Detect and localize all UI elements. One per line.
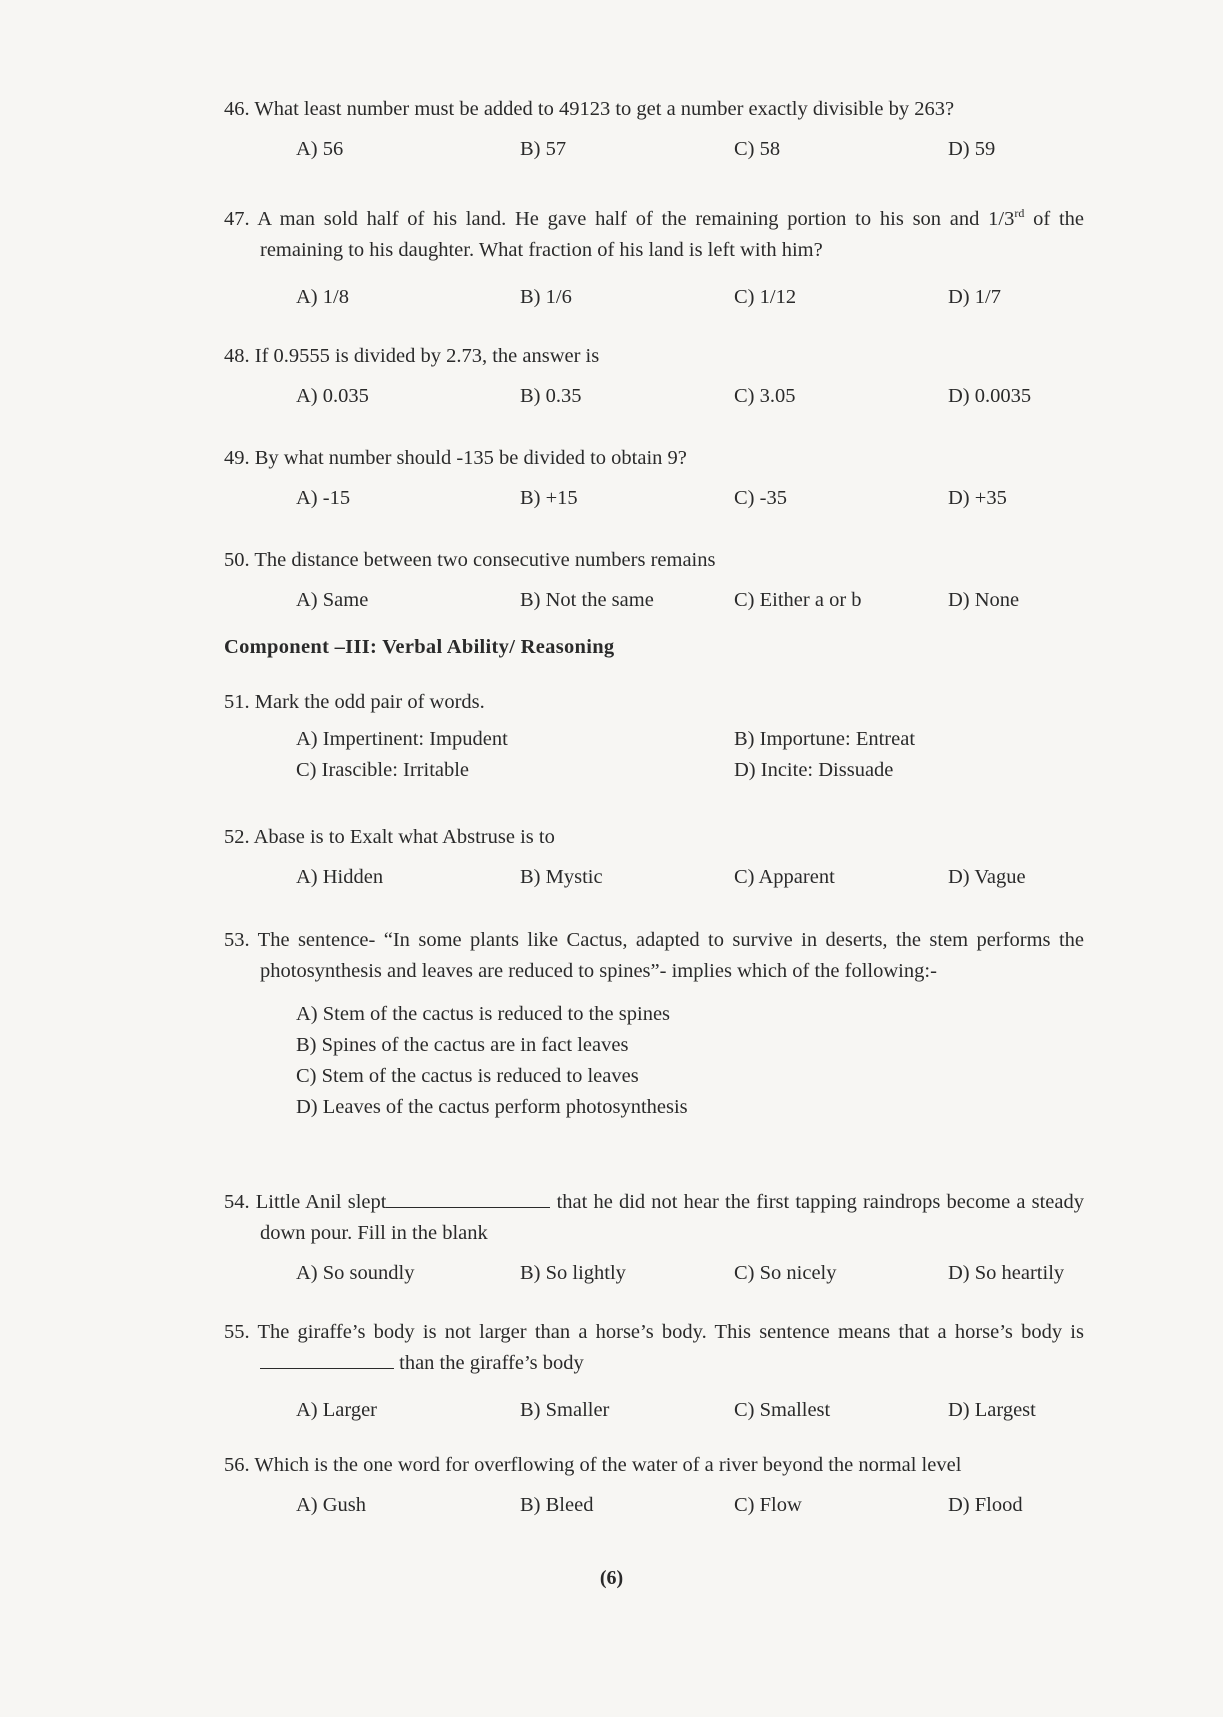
option-d[interactable]: D) Vague <box>948 866 1026 888</box>
options-row <box>224 1490 1084 1521</box>
option-a[interactable]: A) Gush <box>296 1494 367 1516</box>
option-a[interactable]: A) Impertinent: Impudent <box>296 728 508 750</box>
options-row <box>224 134 1084 165</box>
question-number: 49. <box>224 447 250 469</box>
option-a[interactable]: A) 56 <box>296 138 344 160</box>
section-heading: Component –III: Verbal Ability/ Reasoning <box>224 636 615 658</box>
question-54 <box>224 1187 1084 1289</box>
option-d[interactable]: D) Flood <box>948 1494 1023 1516</box>
options-row <box>224 381 1084 412</box>
option-c[interactable]: C) -35 <box>734 487 787 509</box>
question-text: By what number should -135 be divided to obtain 9? <box>254 447 687 469</box>
question-stem <box>224 443 1084 474</box>
option-c[interactable]: C) Stem of the cactus is reduced to leaves <box>296 1065 639 1087</box>
question-51 <box>224 687 1084 786</box>
option-b[interactable]: B) 1/6 <box>520 285 572 308</box>
options-grid <box>224 724 1084 786</box>
options-row <box>224 1258 1084 1289</box>
question-55 <box>224 1317 1084 1426</box>
options-row <box>224 282 1084 313</box>
option-d[interactable]: D) 59 <box>948 138 996 160</box>
question-text-part-2: than the giraffe’s body <box>394 1352 584 1374</box>
option-c[interactable]: C) 1/12 <box>734 285 797 308</box>
option-d[interactable]: D) Largest <box>948 1399 1036 1421</box>
option-c[interactable]: C) Smallest <box>734 1399 831 1421</box>
option-a[interactable]: A) 0.035 <box>296 385 369 407</box>
option-c[interactable]: C) Apparent <box>734 866 835 888</box>
question-text: The sentence- “In some plants like Cactus, adapted to survive in deserts, the stem performs the photosynthesis and leaves are reduced to spines”- implies which of the following:- <box>257 929 1084 982</box>
question-text-part-1: Little Anil slept <box>255 1191 387 1213</box>
option-b[interactable]: B) 0.35 <box>520 385 582 407</box>
question-number: 47. <box>224 207 250 230</box>
option-a[interactable]: A) -15 <box>296 487 351 509</box>
question-number: 51. <box>224 691 250 713</box>
option-a[interactable]: A) Same <box>296 589 369 611</box>
question-stem <box>224 1317 1084 1379</box>
question-text: Abase is to Exalt what Abstruse is to <box>253 826 555 848</box>
option-d[interactable]: D) So heartily <box>948 1262 1065 1284</box>
question-number: 50. <box>224 549 250 571</box>
question-50 <box>224 545 1084 616</box>
question-text: If 0.9555 is divided by 2.73, the answer is <box>254 345 600 367</box>
option-b[interactable]: B) Smaller <box>520 1399 610 1421</box>
question-text: Which is the one word for overflowing of the water of a river beyond the normal level <box>254 1454 962 1476</box>
option-b[interactable]: B) Bleed <box>520 1494 594 1516</box>
question-number: 55. <box>224 1321 250 1343</box>
option-b[interactable]: B) +15 <box>520 487 578 509</box>
option-d[interactable]: D) Leaves of the cactus perform photosynthesis <box>296 1096 688 1118</box>
fill-in-blank <box>386 1187 550 1208</box>
option-a[interactable]: A) Stem of the cactus is reduced to the spines <box>296 1003 671 1025</box>
option-d[interactable]: D) None <box>948 589 1020 611</box>
option-c[interactable]: C) 3.05 <box>734 385 796 407</box>
question-stem <box>224 687 1084 718</box>
option-d[interactable]: D) Incite: Dissuade <box>734 759 894 781</box>
question-46 <box>224 94 1084 165</box>
option-c[interactable]: C) Flow <box>734 1494 802 1516</box>
options-row <box>224 862 1084 893</box>
option-a[interactable]: A) Larger <box>296 1399 378 1421</box>
question-number: 46. <box>224 98 250 120</box>
question-number: 53. <box>224 929 250 951</box>
question-text-part-2: of the remaining to his daughter. What fraction of his land is left with him? <box>260 207 1084 261</box>
option-c[interactable]: C) 58 <box>734 138 781 160</box>
option-b[interactable]: B) Not the same <box>520 589 654 611</box>
question-text-part-1: A man sold half of his land. He gave half of the remaining portion to his son and 1/3 <box>257 207 1015 230</box>
option-b[interactable]: B) Importune: Entreat <box>734 728 916 750</box>
options-row <box>224 483 1084 514</box>
question-53 <box>224 925 1084 1123</box>
option-b[interactable]: B) Spines of the cactus are in fact leaves <box>296 1034 629 1056</box>
question-number: 54. <box>224 1191 250 1213</box>
option-a[interactable]: A) Hidden <box>296 866 384 888</box>
question-48 <box>224 341 1084 412</box>
options-row <box>224 585 1084 616</box>
option-c[interactable]: C) So nicely <box>734 1262 837 1284</box>
option-b[interactable]: B) So lightly <box>520 1262 626 1284</box>
option-c[interactable]: C) Irascible: Irritable <box>296 759 470 781</box>
question-text: What least number must be added to 49123 to get a number exactly divisible by 263? <box>254 98 955 120</box>
question-stem <box>224 94 1084 125</box>
question-text-part-2: that he did not hear the first tapping raindrops become a steady down pour. Fill in the blank <box>260 1191 1085 1244</box>
question-stem <box>224 822 1084 853</box>
option-b[interactable]: B) 57 <box>520 138 567 160</box>
question-56 <box>224 1450 1084 1521</box>
option-d[interactable]: D) +35 <box>948 487 1007 509</box>
option-a[interactable]: A) 1/8 <box>296 285 349 308</box>
question-number: 48. <box>224 345 250 367</box>
page-number: (6) <box>599 1567 624 1589</box>
option-d[interactable]: D) 0.0035 <box>948 385 1032 407</box>
question-stem <box>224 545 1084 576</box>
question-stem <box>224 925 1084 987</box>
option-c[interactable]: C) Either a or b <box>734 589 862 611</box>
question-text: Mark the odd pair of words. <box>254 691 485 713</box>
question-stem <box>224 341 1084 372</box>
question-stem <box>224 1187 1084 1249</box>
options-list <box>224 999 1084 1123</box>
question-text: The distance between two consecutive numbers remains <box>254 549 716 571</box>
option-d[interactable]: D) 1/7 <box>948 285 1001 308</box>
question-stem <box>224 198 1084 266</box>
fill-in-blank <box>260 1348 394 1369</box>
option-a[interactable]: A) So soundly <box>296 1262 415 1284</box>
question-number: 52. <box>224 826 250 848</box>
options-row <box>224 1395 1084 1426</box>
ordinal-superscript: rd <box>1014 206 1025 220</box>
question-49 <box>224 443 1084 514</box>
question-number: 56. <box>224 1454 250 1476</box>
question-text-part-1: The giraffe’s body is not larger than a horse’s body. This sentence means that a horse’s body is <box>257 1321 1084 1343</box>
question-52 <box>224 822 1084 893</box>
question-47 <box>224 198 1084 313</box>
option-b[interactable]: B) Mystic <box>520 866 603 888</box>
question-stem <box>224 1450 1084 1481</box>
